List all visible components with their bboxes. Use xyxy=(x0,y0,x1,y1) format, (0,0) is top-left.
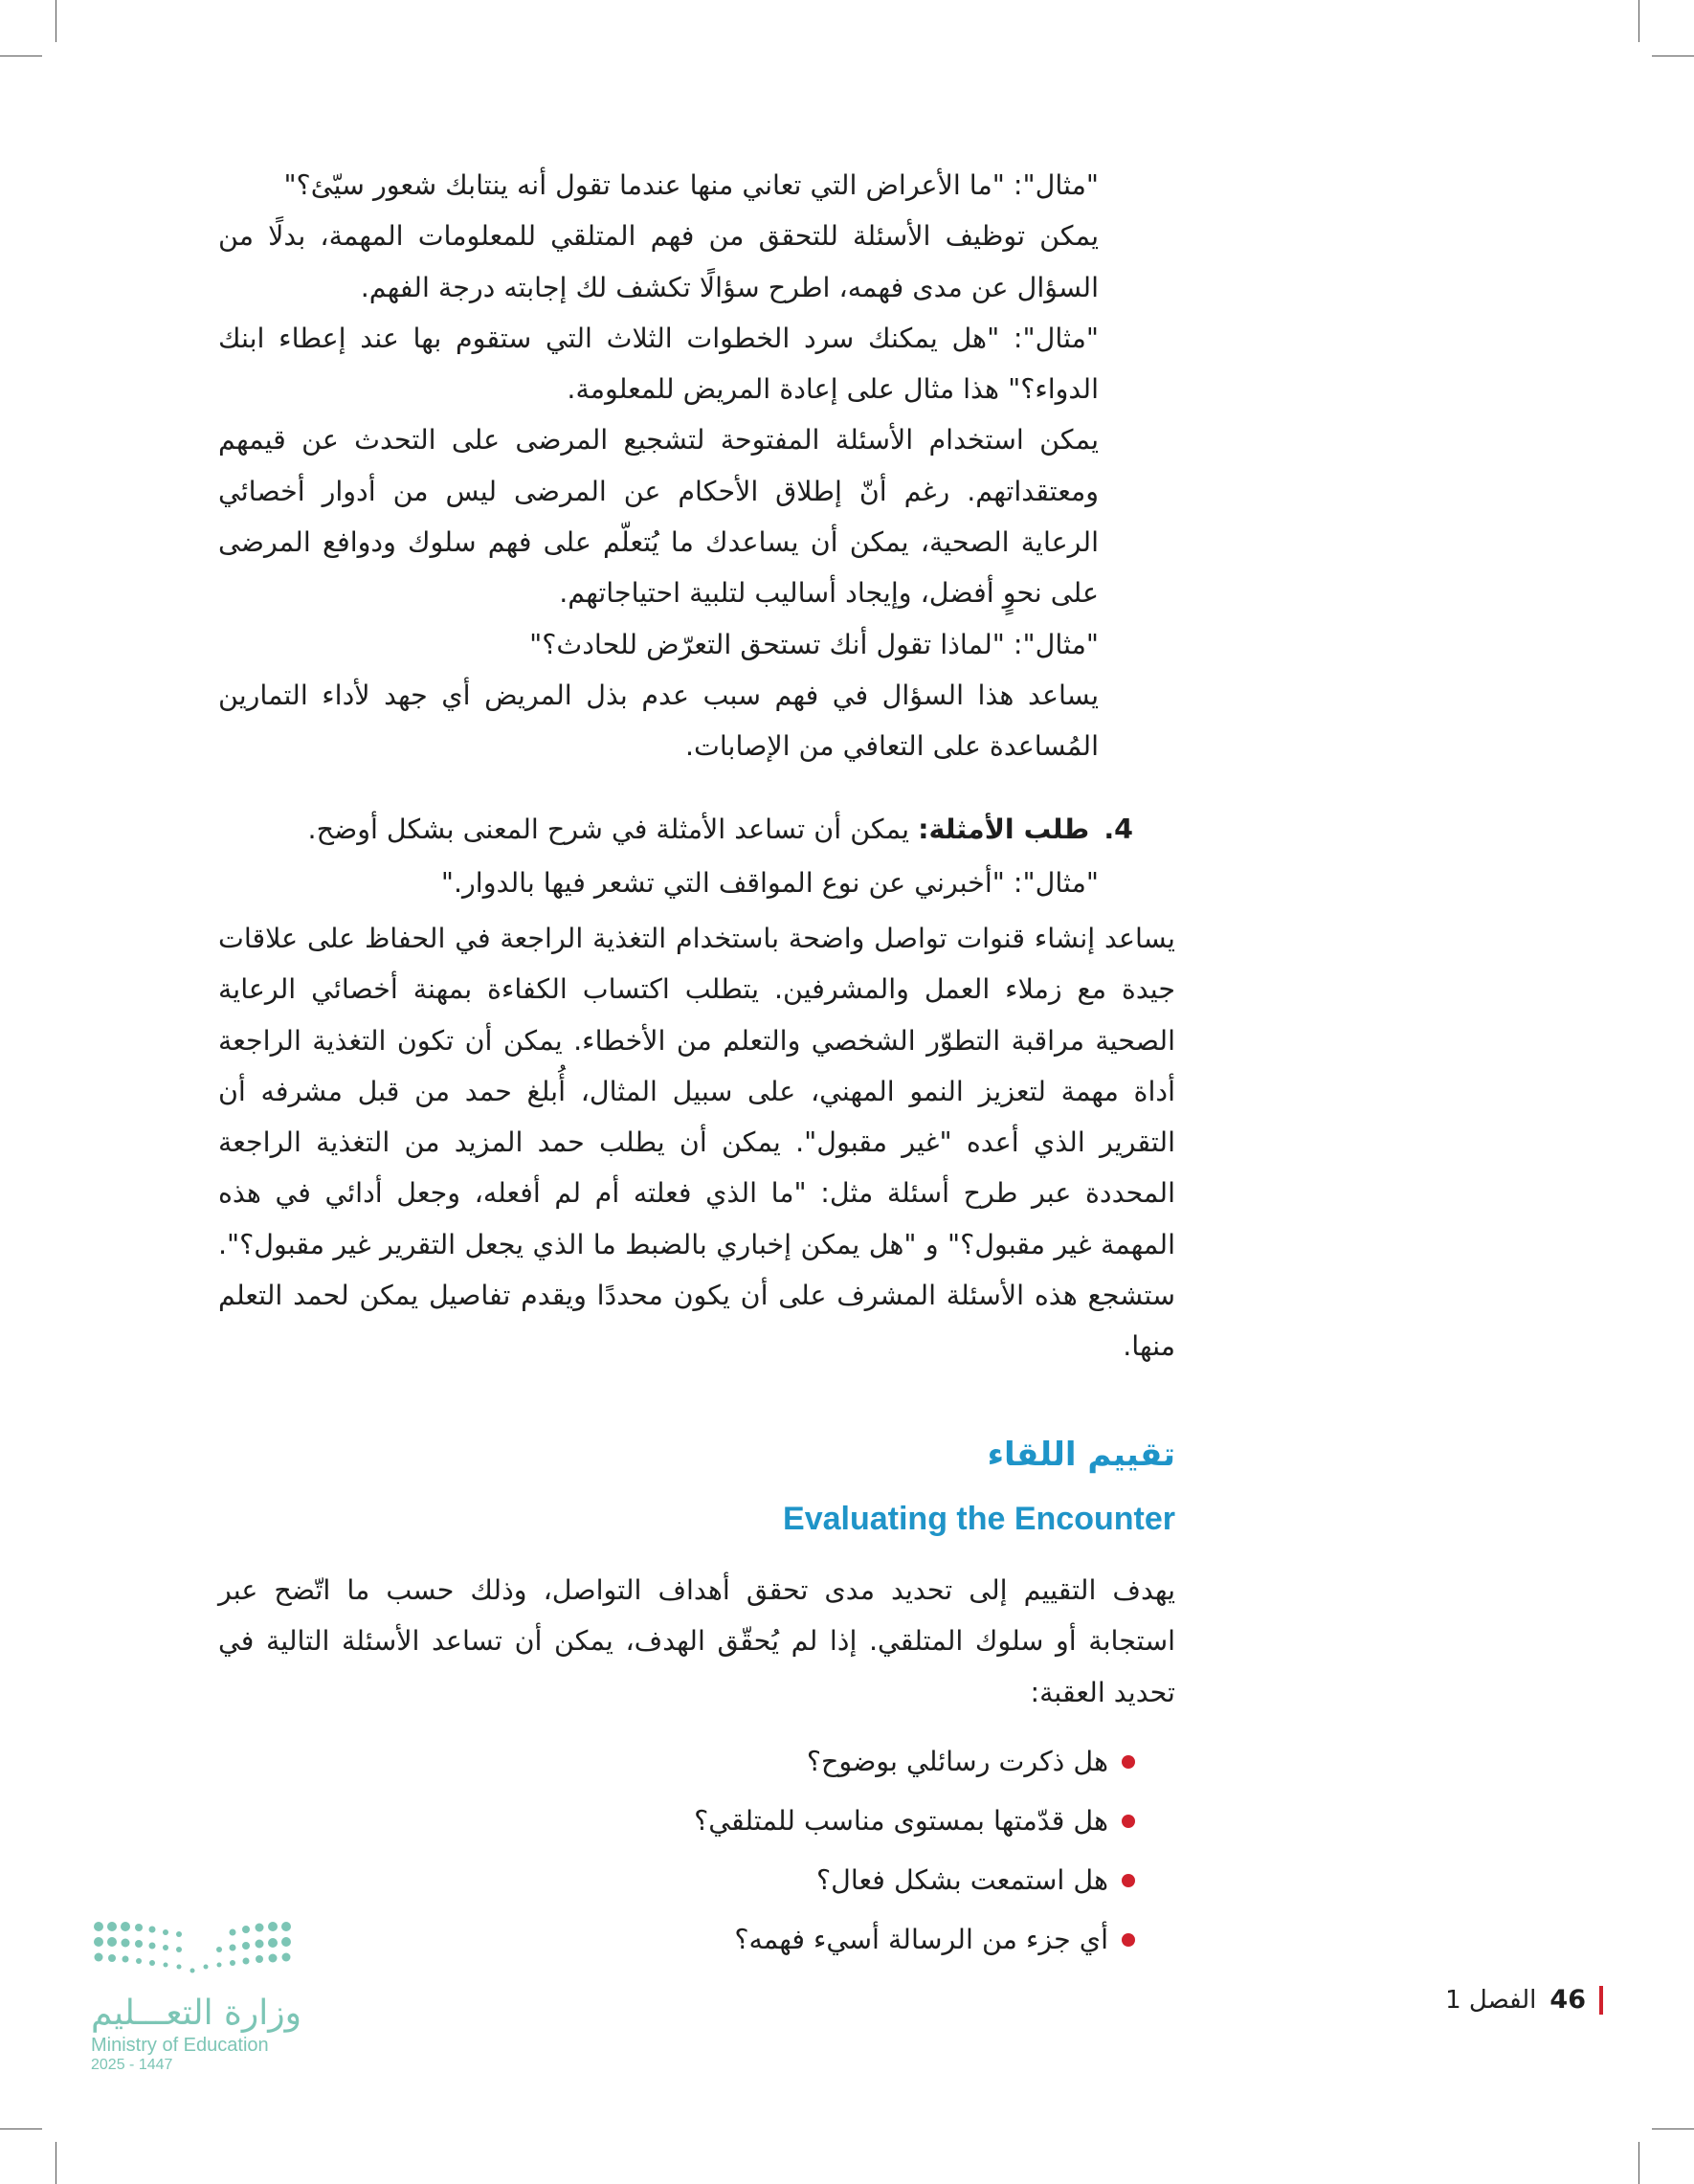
example-line: "مثال": "هل يمكنك سرد الخطوات الثلاث التي ستقوم بها عند إعطاء ابنك الدواء؟" هذا مثال على إعادة المريض للمعلومة. xyxy=(218,322,1099,406)
body-paragraph: يمكن استخدام الأسئلة المفتوحة لتشجيع المرضى على التحدث عن قيمهم ومعتقداتهم. رغم أنّ إطلاق الأحكام عن المرضى ليس من أدوار أخصائي الرعاية الصحية، يمكن أن يساعدك ما يُتعلّم على فهم سلوك ودوافع المرضى على نحوٍ أفضل، وإيجاد أساليب لتلبية احتياجاتهم. xyxy=(218,424,1099,610)
footer-divider xyxy=(1599,1986,1603,2015)
body-paragraph: يساعد هذا السؤال في فهم سبب عدم بذل المريض أي جهد لأداء التمارين المُساعدة على التعافي من الإصابات. xyxy=(218,679,1099,763)
list-item: أي جزء من الرسالة أسيء فهمه؟ xyxy=(465,1910,1135,1970)
chapter-label: الفصل 1 xyxy=(1445,1985,1537,2015)
edition-year: 2025 - 1447 xyxy=(91,2057,173,2073)
intro-block xyxy=(218,160,1099,772)
body-paragraph: يساعد إنشاء قنوات تواصل واضحة باستخدام التغذية الراجعة في الحفاظ على علاقات جيدة مع زملاء العمل والمشرفين. يتطلب اكتساب الكفاءة بمهنة أخصائي الرعاية الصحية مراقبة التطوّر الشخصي والتعلم من الأخطاء. يمكن أن تكون التغذية الراجعة أداة مهمة لتعزيز النمو المهني، على سبيل المثال، أُبلغ حمد من قبل مشرفه أن التقرير الذي أعده "غير مقبول". يمكن أن يطلب حمد المزيد من التغذية الراجعة المحددة عبر طرح أسئلة مثل: "ما الذي فعلته أم لم أفعله، وجعل أدائي في هذه المهمة غير مقبول؟" و "هل يمكن إخباري بالضبط ما الذي يجعل التقرير غير مقبول؟". ستشجع هذه الأسئلة المشرف على أن يكون محددًا ويقدم تفاصيل يمكن لحمد التعلم منها. xyxy=(218,923,1175,1363)
ministry-logo xyxy=(91,1919,311,2074)
crop-mark xyxy=(1638,2142,1639,2184)
section-title-en: Evaluating the Encounter xyxy=(783,1501,1175,1537)
evaluation-paragraph xyxy=(218,1565,1175,1718)
example-line: "مثال": "أخبرني عن نوع المواقف التي تشعر فيها بالدوار." xyxy=(440,867,1099,899)
crop-mark xyxy=(0,2128,42,2129)
list-item: هل ذكرت رسائلي بوضوح؟ xyxy=(465,1732,1135,1792)
item4-example xyxy=(218,858,1099,908)
crop-mark xyxy=(1652,2128,1694,2129)
body-paragraph: يهدف التقييم إلى تحديد مدى تحقق أهداف التواصل، وذلك حسب ما اتّضح عبر استجابة أو سلوك المتلقي. إذا لم يُحقّق الهدف، يمكن أن تساعد الأسئلة التالية في تحديد العقبة: xyxy=(218,1574,1175,1708)
bullet-dot-icon xyxy=(1122,1874,1135,1887)
ministry-dots-icon xyxy=(91,1919,301,1980)
body-paragraph: يمكن توظيف الأسئلة للتحقق من فهم المتلقي للمعلومات المهمة، بدلًا من السؤال عن مدى فهمه، اطرح سؤالًا تكشف لك إجابته درجة الفهم. xyxy=(218,220,1099,303)
bullet-dot-icon xyxy=(1122,1933,1135,1947)
example-line: "مثال": "ما الأعراض التي تعاني منها عندما تقول أنه ينتابك شعور سيّئ؟" xyxy=(283,169,1099,201)
list-item: هل استمعت بشكل فعال؟ xyxy=(465,1851,1135,1910)
numbered-item-4 xyxy=(218,804,1133,855)
bullet-dot-icon xyxy=(1122,1755,1135,1769)
item-label: طلب الأمثلة: xyxy=(918,813,1090,845)
list-item: هل قدّمتها بمستوى مناسب للمتلقي؟ xyxy=(465,1792,1135,1851)
bullet-dot-icon xyxy=(1122,1815,1135,1828)
question-list xyxy=(465,1732,1135,1970)
example-line: "مثال": "لماذا تقول أنك تستحق التعرّض للحادث؟" xyxy=(529,628,1099,660)
section-title-ar: تقييم اللقاء xyxy=(987,1436,1175,1474)
ministry-name-en: Ministry of Education xyxy=(91,2035,269,2056)
item-text: يمكن أن تساعد الأمثلة في شرح المعنى بشكل أوضح. xyxy=(307,813,910,845)
crop-mark xyxy=(1638,0,1639,42)
page-number: 46 xyxy=(1549,1985,1586,2015)
item-number: 4. xyxy=(1103,813,1133,845)
page-footer xyxy=(1445,1985,1603,2015)
feedback-paragraph xyxy=(218,913,1175,1372)
ministry-name-ar: وزارة التعـــليم xyxy=(91,1994,302,2033)
